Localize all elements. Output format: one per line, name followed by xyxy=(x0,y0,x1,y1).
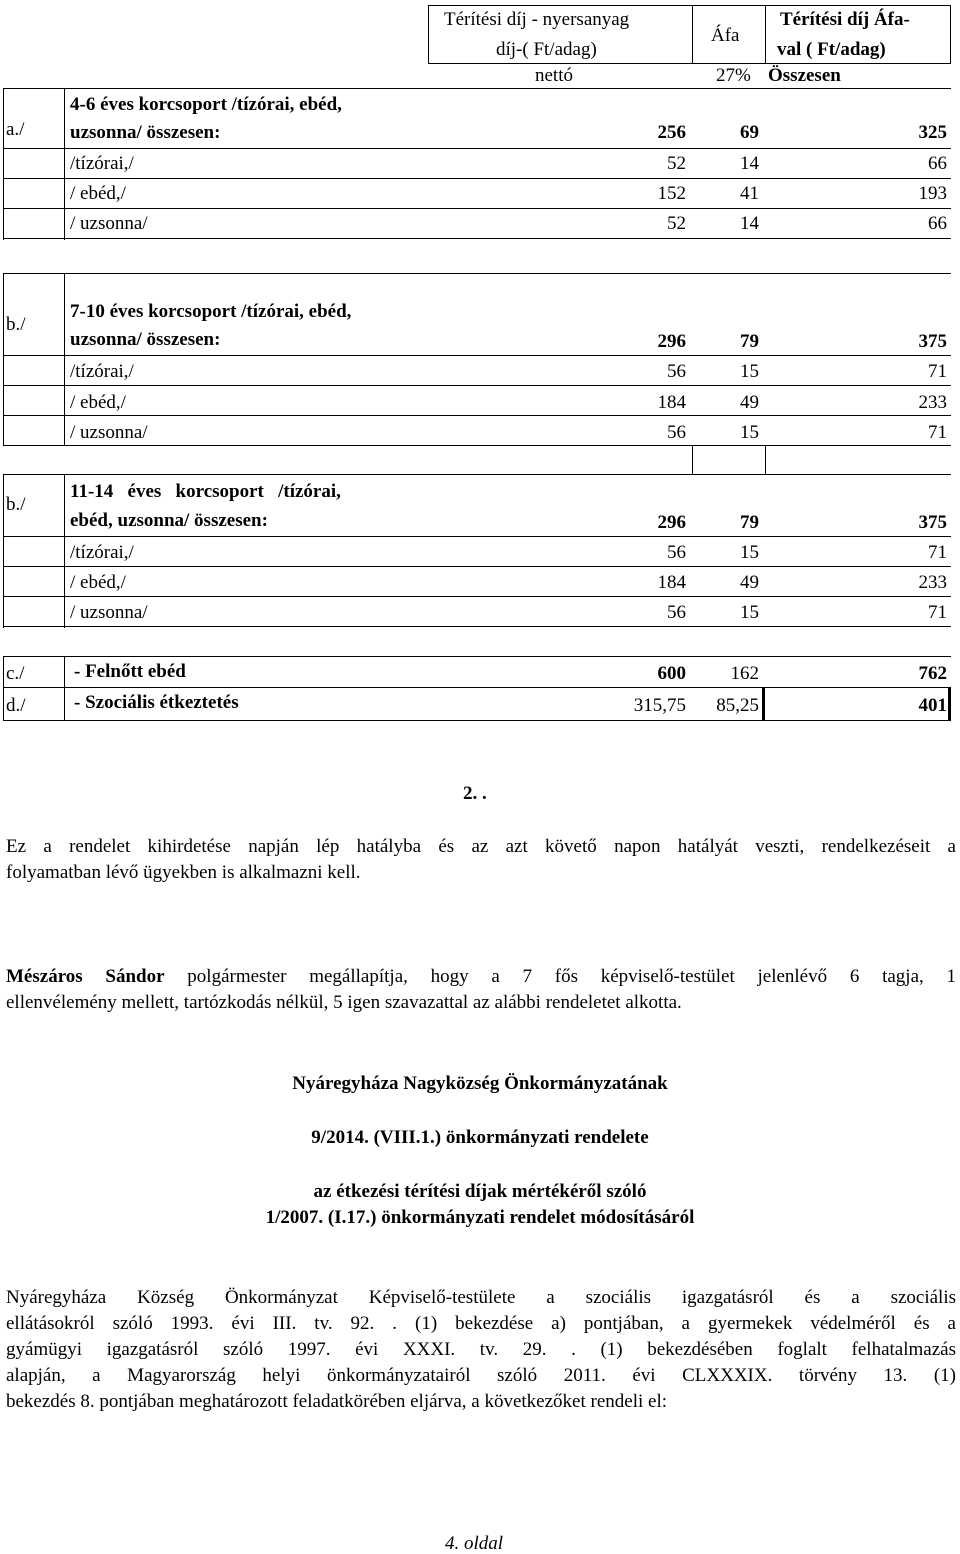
grid-line xyxy=(3,536,951,537)
total-vat: 79 xyxy=(740,512,759,533)
grid-line xyxy=(3,656,4,721)
grid-line xyxy=(3,445,951,446)
decree-subject-line2: 1/2007. (I.17.) önkormányzati rendelet módosításáról xyxy=(265,1207,695,1228)
grid-line xyxy=(64,656,65,721)
paragraph-line: alapján, a Magyarország helyi önkormányzatairól szóló 2011. évi CLXXXIX. törvény 13. (1) xyxy=(6,1365,956,1386)
grid-line xyxy=(3,273,951,274)
paragraph-line: Nyáregyháza Község Önkormányzat Képviselő-testülete a szociális igazgatásról és a szociális xyxy=(6,1287,956,1308)
total-gross: 375 xyxy=(918,331,947,352)
header-col2-rate: 27% xyxy=(716,65,751,86)
section-marker: b./ xyxy=(6,314,26,335)
row-net: 600 xyxy=(657,663,686,684)
decree-subject-line1: az étkezési térítési díjak mértékéről szóló xyxy=(313,1181,647,1202)
row-net: 56 xyxy=(667,361,686,382)
grid-line xyxy=(3,626,951,627)
grid-line xyxy=(3,88,4,240)
decree-issuer: Nyáregyháza Nagyközség Önkormányzatának xyxy=(292,1073,668,1094)
row-gross: 66 xyxy=(928,213,947,234)
row-vat: 41 xyxy=(740,183,759,204)
grid-line xyxy=(3,720,951,721)
header-col3-line3: Összesen xyxy=(768,65,841,86)
grid-line xyxy=(3,273,4,446)
paragraph-vote xyxy=(6,964,956,1016)
grid-line xyxy=(3,238,951,239)
row-gross: 71 xyxy=(928,602,947,623)
grid-line xyxy=(64,88,65,240)
grid-line xyxy=(3,148,951,149)
paragraph-line: Ez a rendelet kihirdetése napján lép hatályba és az azt követő napon hatályát veszti, rendelkezéseit a xyxy=(6,836,956,857)
row-net: 315,75 xyxy=(633,695,686,716)
row-marker: c./ xyxy=(6,663,25,684)
row-net: 152 xyxy=(657,183,686,204)
paragraph-line: bekezdés 8. pontjában meghatározott feladatkörében eljárva, a következőket rendeli el: xyxy=(6,1391,668,1412)
row-gross: 762 xyxy=(918,663,947,684)
grid-line xyxy=(3,474,951,475)
row-marker: d./ xyxy=(6,695,26,716)
paragraph-line: polgármester megállapítja, hogy a 7 fős képviselő-testület jelenlévő 6 tagja, 1 xyxy=(164,966,957,987)
section-title-line2: uzsonna/ összesen: xyxy=(70,329,221,350)
row-gross: 233 xyxy=(918,392,947,413)
grid-line xyxy=(64,474,65,628)
row-label: - Szociális étkeztetés xyxy=(74,692,239,713)
grid-line xyxy=(3,178,951,179)
row-vat: 15 xyxy=(740,361,759,382)
header-col1-line1: Térítési díj - nyersanyag xyxy=(444,9,630,30)
section-title-line1: 11-14 éves korcsoport /tízórai, xyxy=(70,481,341,502)
row-net: 52 xyxy=(667,213,686,234)
grid-line xyxy=(3,687,951,688)
row-net: 52 xyxy=(667,153,686,174)
total-gross: 325 xyxy=(918,122,947,143)
grid-line xyxy=(762,687,765,721)
row-vat: 15 xyxy=(740,542,759,563)
paragraph-effect xyxy=(6,834,956,886)
section-number: 2. . xyxy=(463,783,487,804)
row-gross: 401 xyxy=(918,695,947,716)
total-gross: 375 xyxy=(918,512,947,533)
row-vat: 85,25 xyxy=(716,695,759,716)
row-label: / ebéd,/ xyxy=(70,572,126,593)
total-vat: 69 xyxy=(740,122,759,143)
paragraph-line: ellátásokról szóló 1993. évi III. tv. 92. . (1) bekezdése a) pontjában, a gyermekek védelméről és a xyxy=(6,1313,956,1334)
section-title-line1: 7-10 éves korcsoport /tízórai, ebéd, xyxy=(70,301,352,322)
row-vat: 162 xyxy=(730,663,759,684)
row-vat: 14 xyxy=(740,153,759,174)
row-net: 56 xyxy=(667,602,686,623)
decree-number: 9/2014. (VIII.1.) önkormányzati rendelete xyxy=(311,1127,649,1148)
total-net: 296 xyxy=(657,331,686,352)
row-net: 184 xyxy=(657,392,686,413)
row-label: /tízórai,/ xyxy=(70,361,134,382)
row-vat: 49 xyxy=(740,392,759,413)
row-gross: 193 xyxy=(918,183,947,204)
row-net: 56 xyxy=(667,542,686,563)
row-label: /tízórai,/ xyxy=(70,542,134,563)
grid-line xyxy=(3,596,951,597)
row-vat: 49 xyxy=(740,572,759,593)
row-label: / uzsonna/ xyxy=(70,213,148,234)
grid-line xyxy=(3,474,4,628)
grid-line xyxy=(3,566,951,567)
grid-line xyxy=(64,273,65,446)
row-label: / ebéd,/ xyxy=(70,392,126,413)
row-label: / ebéd,/ xyxy=(70,183,126,204)
row-gross: 233 xyxy=(918,572,947,593)
page-number: 4. oldal xyxy=(445,1533,504,1554)
grid-line xyxy=(765,446,766,474)
row-vat: 15 xyxy=(740,602,759,623)
paragraph-authority xyxy=(6,1285,956,1415)
grid-line xyxy=(948,687,951,721)
row-gross: 71 xyxy=(928,542,947,563)
grid-line xyxy=(3,385,951,386)
row-gross: 71 xyxy=(928,361,947,382)
header-col3-line1: Térítési díj Áfa- xyxy=(780,9,910,30)
paragraph-line: folyamatban lévő ügyekben is alkalmazni kell. xyxy=(6,862,361,883)
header-col2: Áfa xyxy=(711,25,740,46)
grid-line xyxy=(3,355,951,356)
row-label: / uzsonna/ xyxy=(70,422,148,443)
paragraph-line: ellenvélemény mellett, tartózkodás nélkül, 5 igen szavazattal az alábbi rendeletet alkotta. xyxy=(6,992,682,1013)
row-vat: 14 xyxy=(740,213,759,234)
row-label: / uzsonna/ xyxy=(70,602,148,623)
section-marker: a./ xyxy=(6,119,25,140)
total-net: 296 xyxy=(657,512,686,533)
row-label: - Felnőtt ebéd xyxy=(74,661,186,682)
grid-line xyxy=(3,415,951,416)
grid-line xyxy=(3,656,951,657)
section-marker: b./ xyxy=(6,494,26,515)
paragraph-line: gyámügyi igazgatásról szóló 1997. évi XXXI. tv. 29. . (1) bekezdésében foglalt felhatalmazás xyxy=(6,1339,956,1360)
row-vat: 15 xyxy=(740,422,759,443)
row-gross: 66 xyxy=(928,153,947,174)
header-col3-line2: val ( Ft/adag) xyxy=(777,39,886,60)
section-title-line1: 4-6 éves korcsoport /tízórai, ebéd, xyxy=(70,94,342,115)
total-vat: 79 xyxy=(740,331,759,352)
row-gross: 71 xyxy=(928,422,947,443)
row-label: /tízórai,/ xyxy=(70,153,134,174)
row-net: 56 xyxy=(667,422,686,443)
section-title-line2: ebéd, uzsonna/ összesen: xyxy=(70,510,268,531)
grid-line xyxy=(692,446,693,474)
grid-line xyxy=(3,88,951,89)
grid-line xyxy=(3,208,951,209)
section-title-line2: uzsonna/ összesen: xyxy=(70,122,221,143)
row-net: 184 xyxy=(657,572,686,593)
total-net: 256 xyxy=(657,122,686,143)
mayor-name: Mészáros Sándor xyxy=(6,966,165,987)
header-col1-line3: nettó xyxy=(535,65,573,86)
header-col1-line2: díj-( Ft/adag) xyxy=(496,39,597,60)
